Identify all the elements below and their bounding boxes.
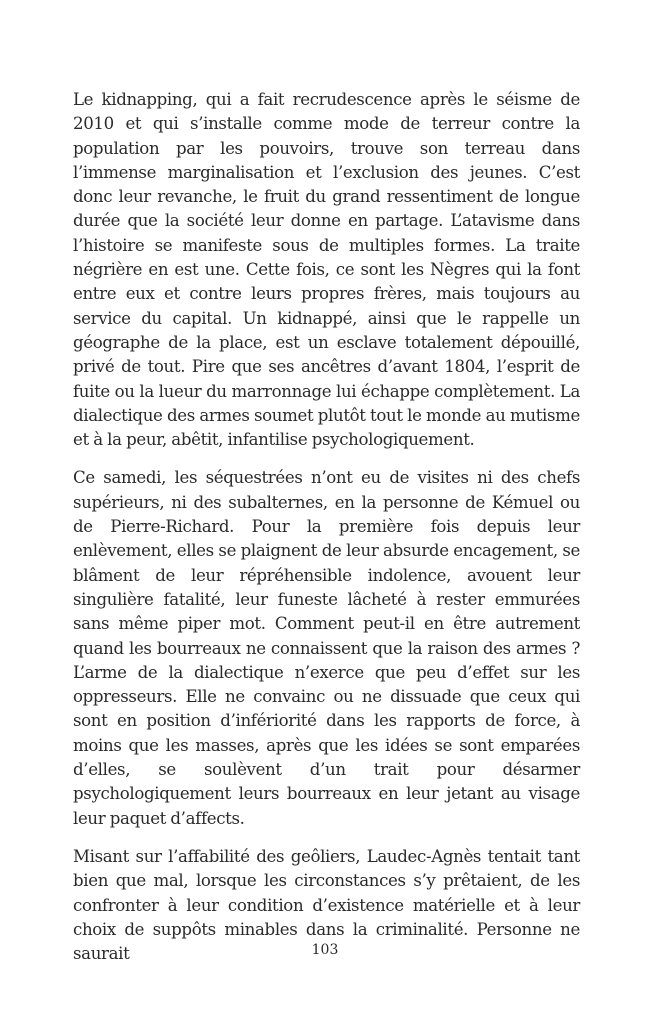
body-text — [73, 88, 580, 980]
page-number: 103 — [311, 942, 339, 958]
paragraph-2: Ce samedi, les séquestrées n’ont eu de visites ni des chefs supérieurs, ni des subalternes, en la personne de Kémuel ou de Pierre-Richard. Pour la première fois depuis leur enlèvement, elles se plaignent de leur absurde encagement, se blâment de leur répréhensible indolence, avouent leur singulière fatalité, leur funeste lâcheté à rester emmurées sans même piper mot. Comment peut-il en être autrement quand les bourreaux ne connaissent que la raison des armes ? L’arme de la dialectique n’exerce que peu d’effet sur les oppresseurs. Elle ne convainc ou ne dissuade que ceux qui sont en position d’infériorité dans les rapports de force, à moins que les masses, après que les idées se sont emparées d’elles, se soulèvent d’un trait pour désarmer psychologiquement leurs bourreaux en leur jetant au visage leur paquet d’affects. — [73, 468, 580, 828]
paragraph-1: Le kidnapping, qui a fait recrudescence après le séisme de 2010 et qui s’installe comme mode de terreur contre la population par les pouvoirs, trouve son terreau dans l’immense marginalisation et l’exclusion des jeunes. C’est donc leur revanche, le fruit du grand ressentiment de longue durée que la société leur donne en partage. L’atavisme dans l’histoire se manifeste sous de multiples formes. La traite négrière en est une. Cette fois, ce sont les Nègres qui la font entre eux et contre leurs propres frères, mais toujours au service du capital. Un kidnappé, ainsi que le rappelle un géographe de la place, est un esclave totalement dépouillé, privé de tout. Pire que ses ancêtres d’avant 1804, l’esprit de fuite ou la lueur du marronnage lui échappe complètement. La dialectique des armes soumet plutôt tout le monde au mutisme et à la peur, abêtit, infantilise psychologiquement. — [73, 90, 580, 450]
paragraph-3: Misant sur l’affabilité des geôliers, Laudec-Agnès tentait tant bien que mal, lorsque les circonstances s’y prêtaient, de les confronter à leur condition d’existence matérielle et à leur choix de suppôts minables dans la criminalité. Personne ne saurait — [73, 846, 580, 964]
